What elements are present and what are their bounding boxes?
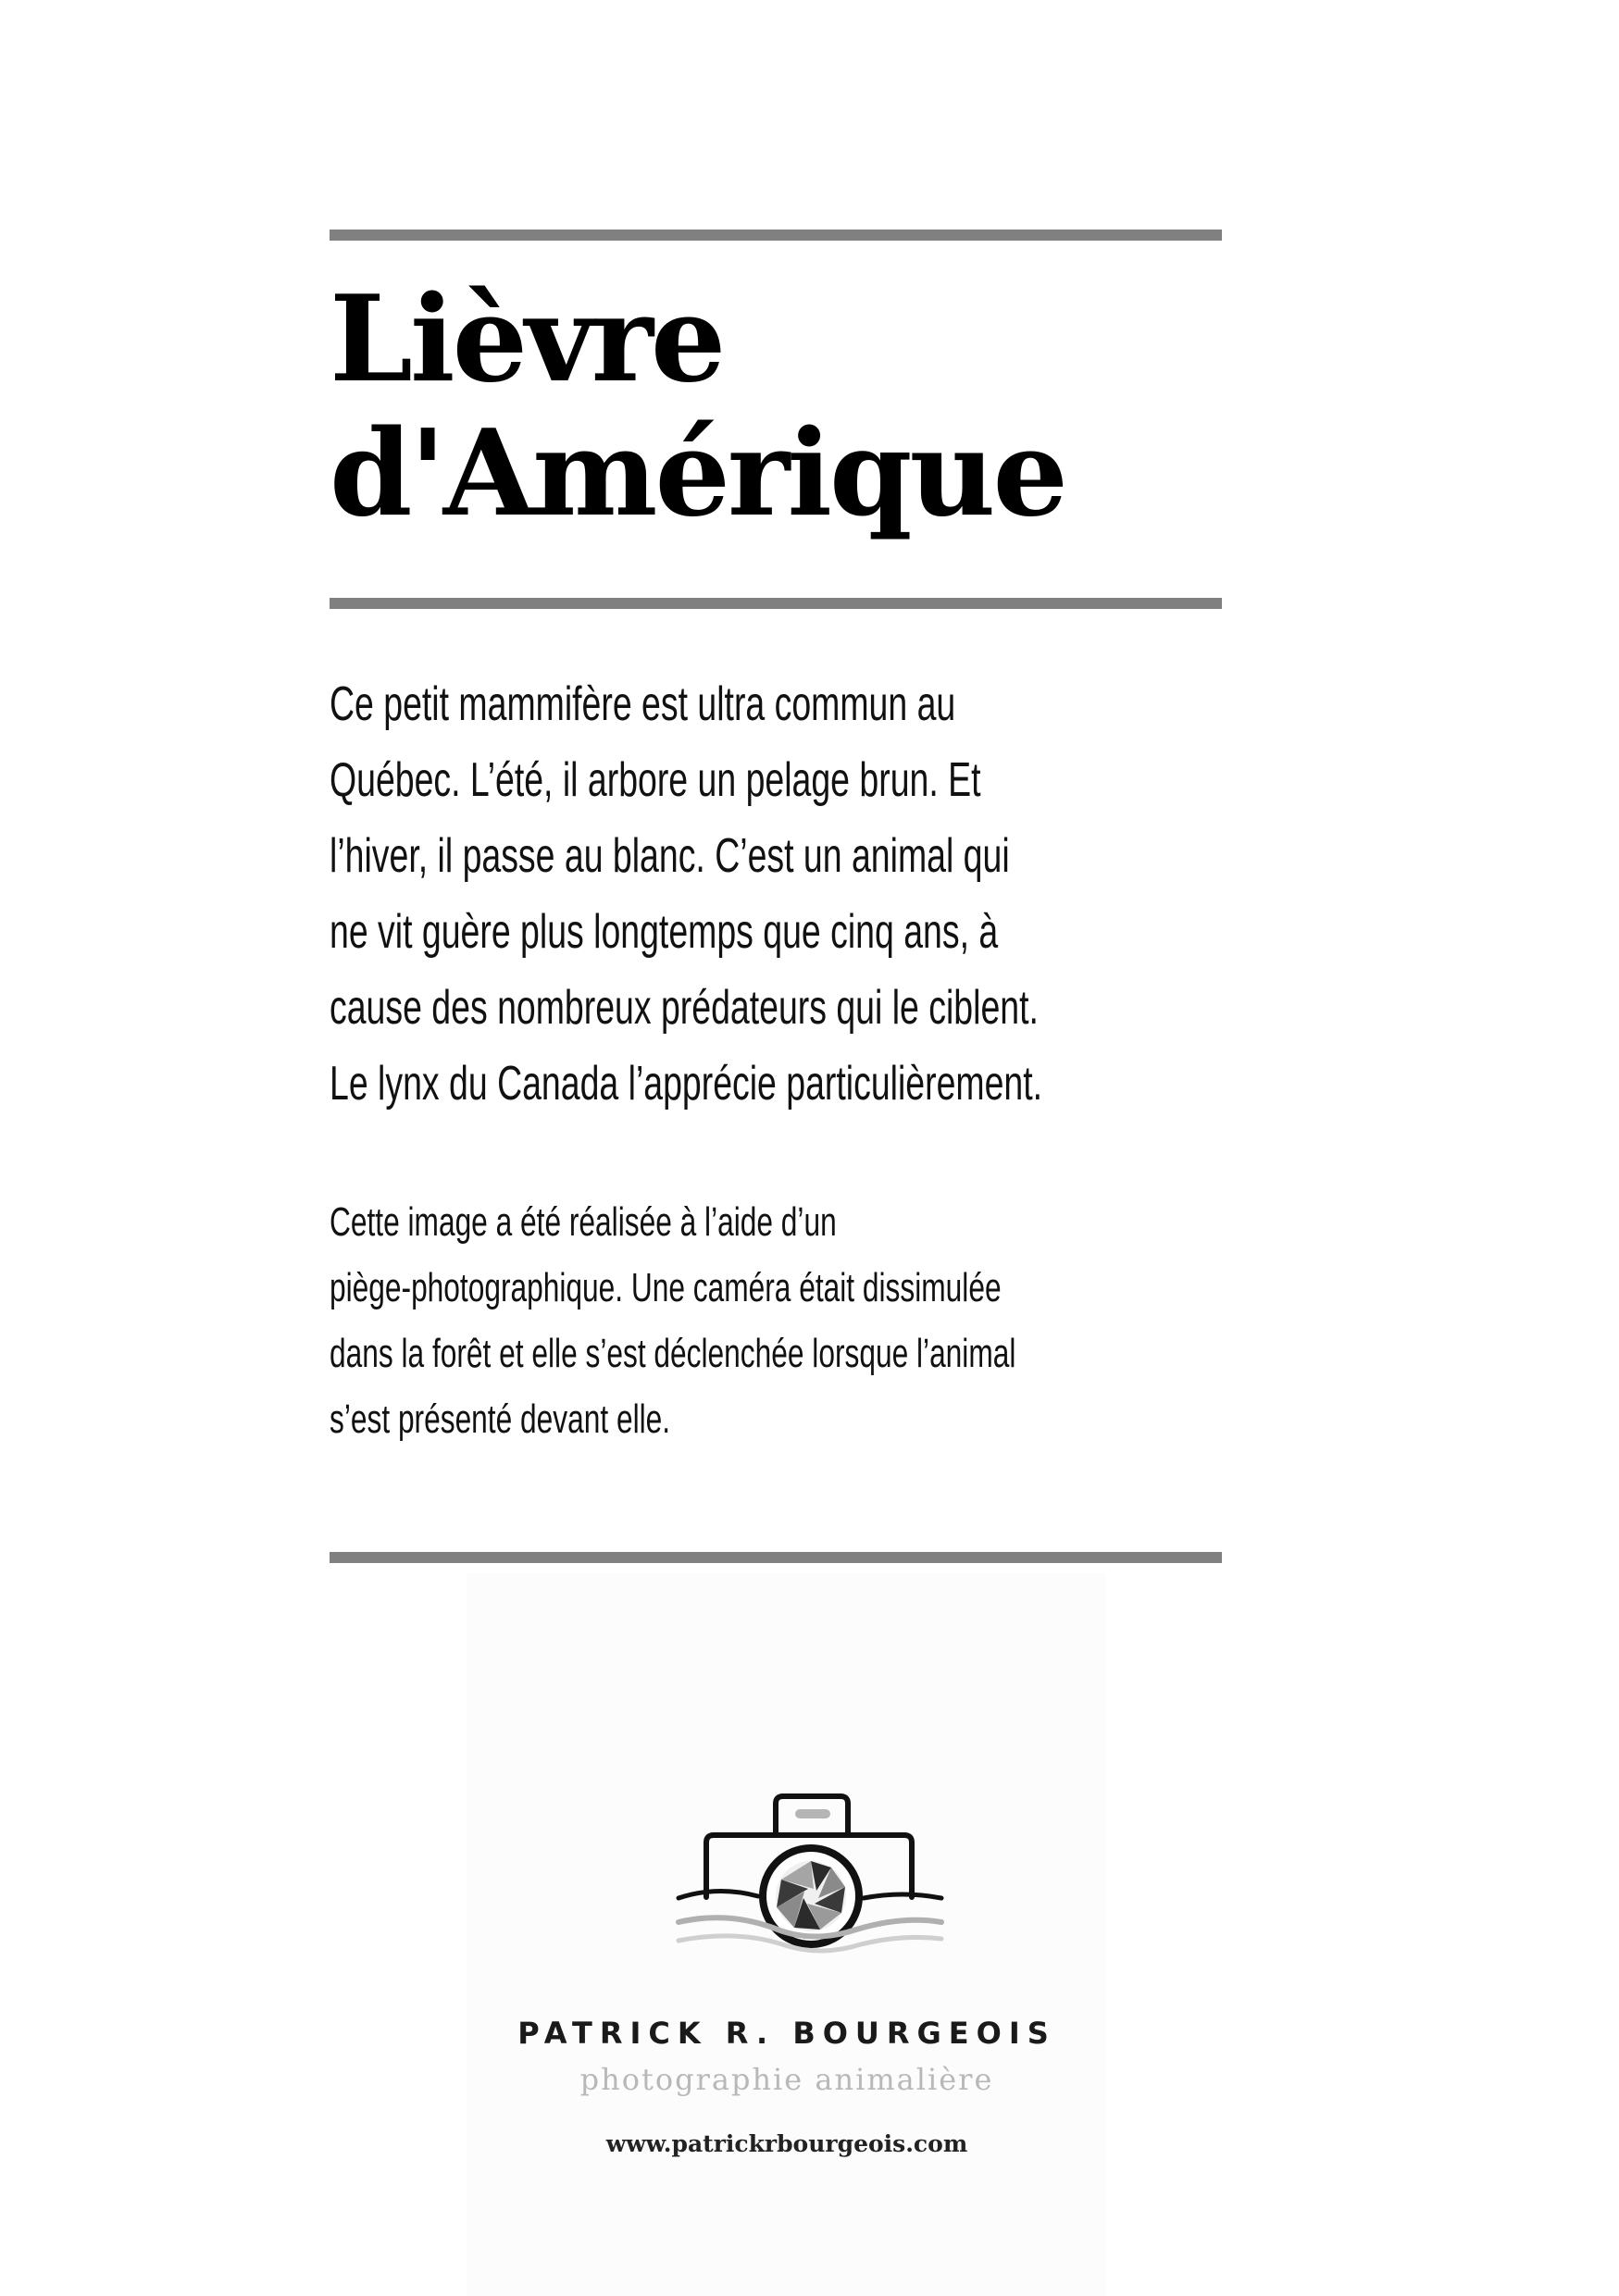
brand-name: PATRICK R. BOURGEOIS — [517, 2016, 1056, 2051]
description-line: Québec. L’été, il arbore un pelage brun. Et — [330, 753, 981, 807]
camera-flash — [795, 1809, 830, 1818]
wave-line — [679, 1891, 758, 1898]
aperture-icon — [776, 1861, 846, 1931]
page-title — [330, 270, 1237, 543]
website-link[interactable]: www.patrickrbourgeois.com — [605, 2130, 968, 2157]
description-line: cause des nombreux prédateurs qui le ciblent. — [330, 981, 1039, 1035]
title-divider — [330, 598, 1222, 609]
photo-note-paragraph — [330, 1189, 1016, 1452]
photo-note-line: dans la forêt et elle s’est déclenchée lorsque l’animal — [330, 1331, 1016, 1376]
photo-note-line: Cette image a été réalisée à l’aide d’un — [330, 1199, 837, 1245]
top-divider — [330, 230, 1222, 241]
wave-line — [864, 1894, 941, 1898]
title-line-2: d'Amérique — [330, 404, 1065, 543]
description-line: l’hiver, il passe au blanc. C’est un animal qui — [330, 829, 1010, 883]
description-line: Ce petit mammifère est ultra commun au — [330, 677, 956, 731]
description-paragraph — [330, 666, 1043, 1122]
camera-icon — [671, 1781, 949, 1967]
title-line-1: Lièvre — [330, 270, 724, 409]
photo-note-line: s’est présenté devant elle. — [330, 1396, 671, 1442]
photo-note-line: piège-photographique. Une caméra était dissimulée — [330, 1265, 1002, 1310]
brand-tagline: photographie animalière — [579, 2062, 994, 2097]
description-line: Le lynx du Canada l’apprécie particulièrement. — [330, 1057, 1043, 1111]
description-line: ne vit guère plus longtemps que cinq ans, à — [330, 905, 999, 959]
bottom-divider — [330, 1552, 1222, 1563]
